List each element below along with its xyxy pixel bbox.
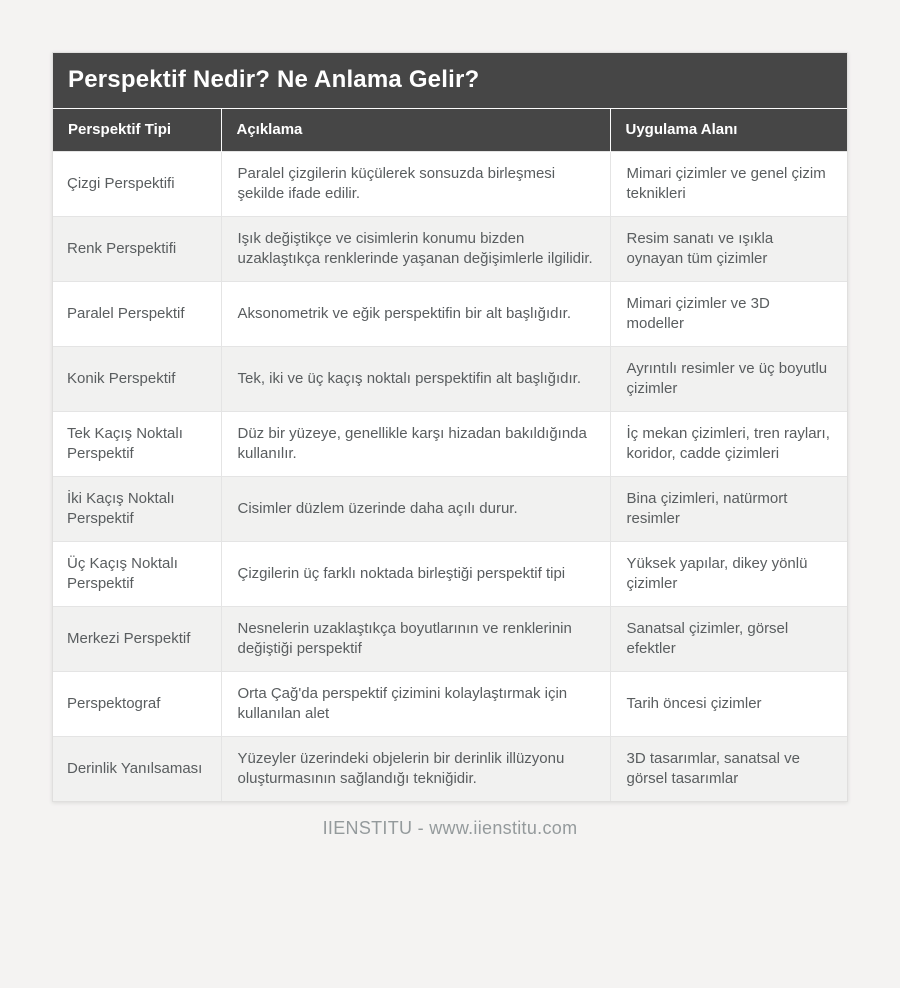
cell-description: Paralel çizgilerin küçülerek sonsuzda birleşmesi şekilde ifade edilir. bbox=[221, 152, 610, 217]
cell-type: İki Kaçış Noktalı Perspektif bbox=[53, 477, 221, 542]
cell-area: İç mekan çizimleri, tren rayları, koridor, cadde çizimleri bbox=[610, 412, 847, 477]
cell-description: Çizgilerin üç farklı noktada birleştiği perspektif tipi bbox=[221, 542, 610, 607]
cell-type: Derinlik Yanılsaması bbox=[53, 737, 221, 802]
cell-area: Sanatsal çizimler, görsel efektler bbox=[610, 607, 847, 672]
cell-area: Bina çizimleri, natürmort resimler bbox=[610, 477, 847, 542]
cell-description: Cisimler düzlem üzerinde daha açılı durur. bbox=[221, 477, 610, 542]
table-row bbox=[53, 542, 847, 607]
footer-credit: IIENSTITU - www.iienstitu.com bbox=[322, 818, 578, 838]
cell-type: Üç Kaçış Noktalı Perspektif bbox=[53, 542, 221, 607]
column-header-type: Perspektif Tipi bbox=[53, 109, 221, 152]
table-row bbox=[53, 217, 847, 282]
cell-area: Mimari çizimler ve 3D modeller bbox=[610, 282, 847, 347]
table-row bbox=[53, 282, 847, 347]
cell-type: Konik Perspektif bbox=[53, 347, 221, 412]
table-row bbox=[53, 152, 847, 217]
column-header-description: Açıklama bbox=[221, 109, 610, 152]
cell-description: Yüzeyler üzerindeki objelerin bir derinlik illüzyonu oluşturmasının sağlandığı tekniğidir. bbox=[221, 737, 610, 802]
cell-type: Merkezi Perspektif bbox=[53, 607, 221, 672]
cell-area: Tarih öncesi çizimler bbox=[610, 672, 847, 737]
cell-description: Tek, iki ve üç kaçış noktalı perspektifin alt başlığıdır. bbox=[221, 347, 610, 412]
cell-description: Aksonometrik ve eğik perspektifin bir alt başlığıdır. bbox=[221, 282, 610, 347]
column-header-area: Uygulama Alanı bbox=[610, 109, 847, 152]
table-row bbox=[53, 737, 847, 802]
cell-description: Nesnelerin uzaklaştıkça boyutlarının ve renklerinin değiştiği perspektif bbox=[221, 607, 610, 672]
table-row bbox=[53, 477, 847, 542]
cell-area: 3D tasarımlar, sanatsal ve görsel tasarımlar bbox=[610, 737, 847, 802]
cell-type: Tek Kaçış Noktalı Perspektif bbox=[53, 412, 221, 477]
cell-description: Düz bir yüzeye, genellikle karşı hizadan bakıldığında kullanılır. bbox=[221, 412, 610, 477]
cell-type: Renk Perspektifi bbox=[53, 217, 221, 282]
page-title: Perspektif Nedir? Ne Anlama Gelir? bbox=[53, 53, 847, 109]
table-header-row bbox=[53, 109, 847, 152]
cell-area: Yüksek yapılar, dikey yönlü çizimler bbox=[610, 542, 847, 607]
table-row bbox=[53, 347, 847, 412]
perspective-table-card bbox=[52, 52, 848, 802]
table-row bbox=[53, 412, 847, 477]
perspective-table bbox=[53, 109, 847, 801]
table-row bbox=[53, 672, 847, 737]
cell-area: Resim sanatı ve ışıkla oynayan tüm çizimler bbox=[610, 217, 847, 282]
cell-area: Ayrıntılı resimler ve üç boyutlu çizimler bbox=[610, 347, 847, 412]
cell-description: Orta Çağ'da perspektif çizimini kolaylaştırmak için kullanılan alet bbox=[221, 672, 610, 737]
cell-type: Perspektograf bbox=[53, 672, 221, 737]
cell-type: Çizgi Perspektifi bbox=[53, 152, 221, 217]
cell-type: Paralel Perspektif bbox=[53, 282, 221, 347]
cell-area: Mimari çizimler ve genel çizim teknikleri bbox=[610, 152, 847, 217]
table-row bbox=[53, 607, 847, 672]
cell-description: Işık değiştikçe ve cisimlerin konumu bizden uzaklaştıkça renklerinde yaşanan değişimlerle ilgilidir. bbox=[221, 217, 610, 282]
